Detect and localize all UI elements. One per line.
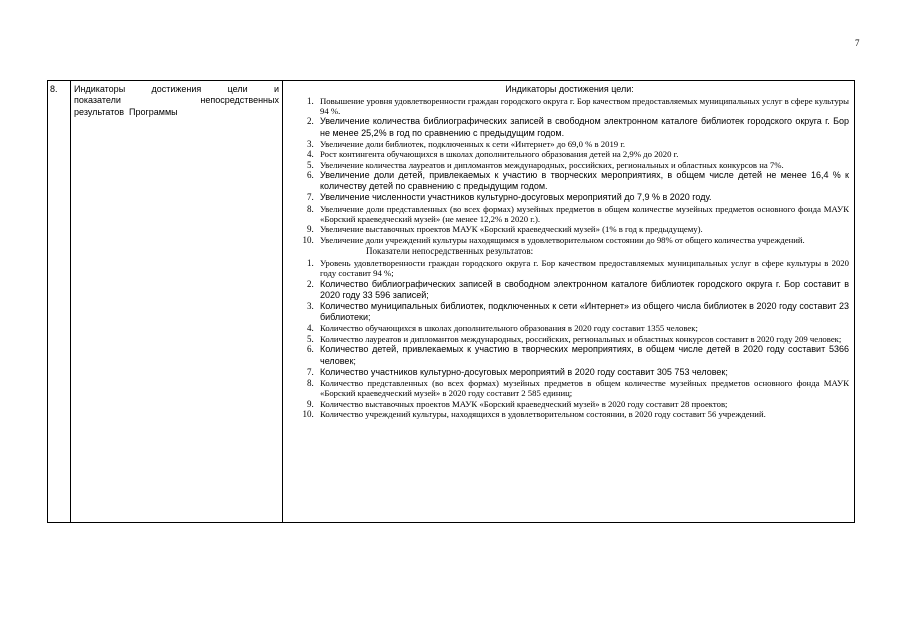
list-item: 3. Количество муниципальных библиотек, подключенных к сети «Интернет» из общего числа библиотек в 2020 году составит 23 библиотеки;	[316, 301, 849, 323]
label-line	[74, 95, 279, 106]
row-content	[283, 81, 855, 523]
list-item: 8. Количество представленных (во всех формах) музейных предметов в общем количестве музейных предметов основного фонда МАУК «Борский краеведческий музей» в 2020 году составит 2 585 единиц;	[316, 378, 849, 399]
list-item: 4. Количество обучающихся в школах дополнительного образования в 2020 году составит 1355 человек;	[316, 323, 849, 333]
results-list	[290, 258, 849, 420]
indicators-heading: Индикаторы достижения цели:	[505, 84, 634, 94]
page-number: 7	[855, 38, 860, 48]
list-item: 1. Уровень удовлетворенности граждан городского округа г. Бор качеством предоставляемых муниципальных услуг в сфере культуры в 2020 году составит 94 %;	[316, 258, 849, 279]
label-word: и	[273, 84, 279, 94]
list-item: 9. Увеличение выставочных проектов МАУК «Борский краеведческий музей» (1% в год к предыдущему).	[316, 224, 849, 234]
list-item: 6. Увеличение доли детей, привлекаемых к участию в творческих мероприятиях, в общем числе детей не менее 16,4 % к количеству детей по сравнению с предыдущим годом.	[316, 170, 849, 192]
list-item: 6. Количество детей, привлекаемых к участию в творческих мероприятиях, в общем числе детей в 2020 году составит 5366 человек;	[316, 344, 849, 366]
indicators-list	[290, 96, 849, 246]
list-item: 1. Повышение уровня удовлетворенности граждан городского округа г. Бор качеством предоставляемых муниципальных услуг в сфере культуры 94 %.	[316, 96, 849, 117]
list-item: 9. Количество выставочных проектов МАУК «Борский краеведческий музей» в 2020 году составит 28 проектов;	[316, 399, 849, 409]
label-line	[74, 107, 279, 118]
label-word: результатов Программы	[74, 106, 178, 117]
list-item: 10. Количество учреждений культуры, находящихся в удовлетворительном состоянии, в 2020 году составит 56 учреждений.	[316, 409, 849, 419]
list-item: 7. Количество участников культурно-досуговых мероприятий в 2020 году составит 305 753 человек;	[316, 367, 849, 378]
row-label	[71, 81, 283, 523]
list-item: 10. Увеличение доли учреждений культуры находящимся в удовлетворительном состоянии до 98% от общего количества учреждений.	[316, 235, 849, 245]
list-item: 4. Рост контингента обучающихся в школах дополнительного образования детей на 2,9% до 2020 г.	[316, 149, 849, 159]
program-table	[47, 80, 855, 523]
list-item: 3. Увеличение доли библиотек, подключенных к сети «Интернет» до 69,0 % в 2019 г.	[316, 139, 849, 149]
label-word: цели	[227, 84, 248, 94]
list-item: 7. Увеличение численности участников культурно-досуговых мероприятий до 7,9 % в 2020 году.	[316, 192, 849, 203]
results-heading: Показатели непосредственных результатов:	[366, 246, 534, 257]
list-item: 5. Количество лауреатов и дипломантов международных, российских, региональных и областных конкурсов составит в 2020 году 209 человек;	[316, 334, 849, 344]
table-row	[48, 81, 855, 523]
list-item: 8. Увеличение доли представленных (во всех формах) музейных предметов в общем количестве музейных предметов основного фонда МАУК «Борский краеведческий музей» (не менее 12,2% в 2020 г.).	[316, 204, 849, 225]
row-number: 8.	[48, 81, 71, 523]
label-word: показатели	[74, 95, 121, 106]
list-item: 5. Увеличение количества лауреатов и дипломантов международных, российских, региональных и областных конкурсов на 7%.	[316, 160, 849, 170]
list-item: 2. Количество библиографических записей в свободном электронном каталоге библиотек городского округа г. Бор составит в 2020 году 33 596 записей;	[316, 279, 849, 301]
list-item: 2. Увеличение количества библиографических записей в свободном электронном каталоге библиотек городского округа г. Бор не менее 25,2% в год по сравнению с предыдущим годом.	[316, 116, 849, 138]
label-word: непосредственных	[200, 95, 279, 106]
label-word: достижения	[151, 84, 202, 94]
label-line	[74, 84, 279, 95]
label-word: Индикаторы	[74, 84, 126, 94]
